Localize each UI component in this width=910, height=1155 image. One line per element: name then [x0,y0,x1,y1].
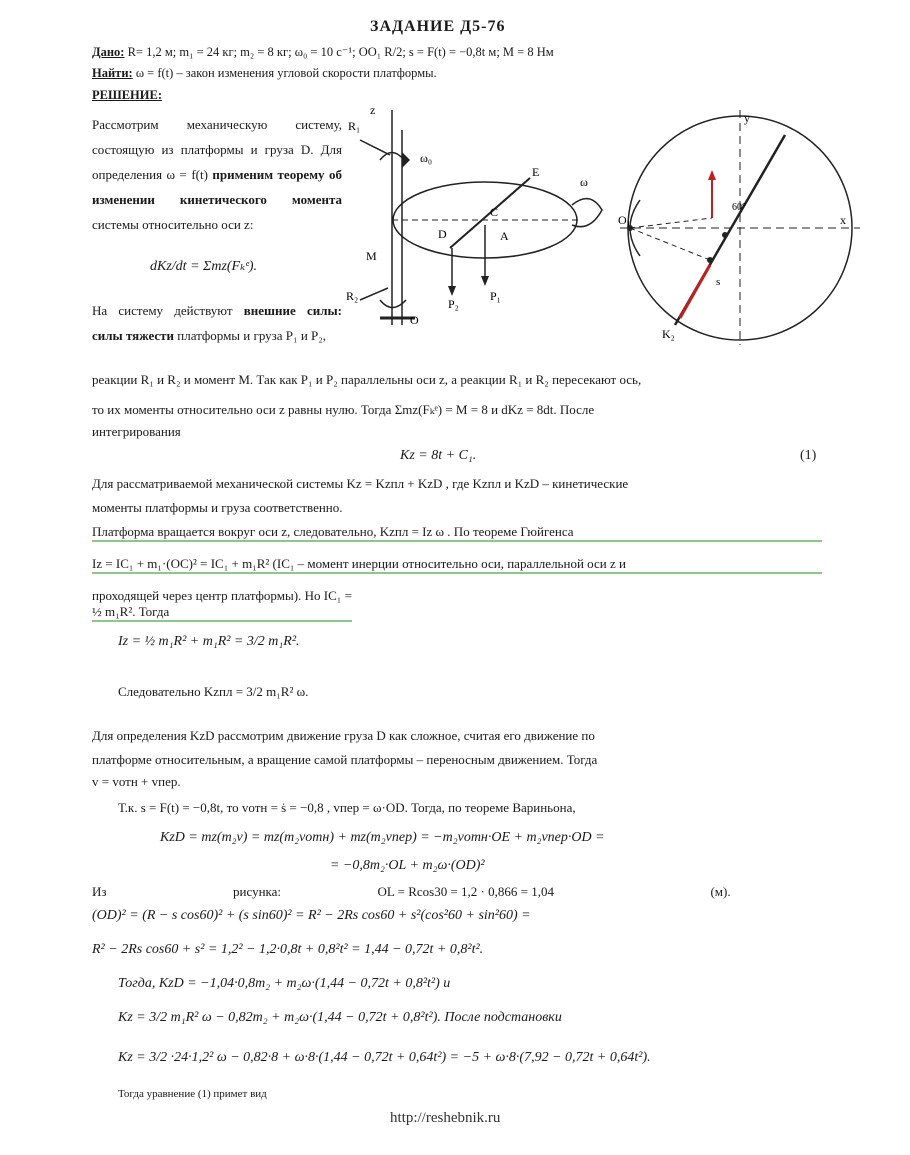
label-angle: 60° [732,202,746,213]
label-m: M [366,249,377,263]
ol-line [630,218,712,228]
left-p1-end: системы относительно оси z: [92,217,254,232]
label-omega: ω [580,175,588,189]
label-p1: P₁ [490,289,501,303]
theorem-formula: dKz/dt = Σmz(Fₖᵉ). [150,259,258,274]
text-line-17: Kz = 3/2 m₁R² ω − 0,82m₂ + m₂ω·(1,44 − 0,72t + 0,8²t²). После подстановки [118,1010,562,1025]
label-p2: P₂ [448,297,459,311]
label-r1: R₁ [348,119,361,133]
text-line-7: Iz = IC₁ + m₁·(OC)² = IC₁ + m₁R² (IC₁ – момент инерции относительно оси, параллельной оси z и [92,556,822,574]
page-title: ЗАДАНИЕ Д5-76 [370,18,506,35]
text-line-18: Kz = 3/2 ·24·1,2² ω − 0,82·8 + ω·8·(1,44 − 0,72t + 0,64t²) = −5 + ω·8·(7,92 − 0,72t + 0,64t²). [118,1050,651,1065]
r2-arrow-line [360,288,388,300]
equation-5: = −0,8m₂·OL + m₂ω·(OD)² [330,858,485,873]
text-line-16: Тогда, KzD = −1,04·0,8m₂ + m₂ω·(1,44 − 0,72t + 0,8²t²) и [118,976,451,991]
footer-url[interactable]: http://reshebnik.ru [390,1110,501,1126]
text-line-8: проходящей через центр платформы). Но IC₁ = ½ m₁R². Тогда [92,588,352,622]
label-e: E [532,165,540,179]
line13-b: рисунка: [233,884,282,899]
text-line-2: то их моменты относительно оси z равны нулю. Тогда Σmz(Fₖᵉ) = M = 8 и dKz = 8dt. После [92,402,595,417]
text-line-13 [92,884,822,900]
text-line-12: Т.к. s = F(t) = −0,8t, то vотн = ṡ = −0,8 , vпер = ω·OD. Тогда, по теореме Вариньона, [118,800,576,815]
left-column-text-2 [92,298,342,348]
text-line-4: Для рассматриваемой механической системы Kz = Kzпл + KzD , где Kzпл и KzD – кинетические [92,476,629,491]
solution-label: РЕШЕНИЕ: [92,88,162,102]
r1-arrow-line [360,140,390,155]
left-p1: Рассмотрим механическую систему, состоящую из платформы и груза D. Для определения ω = f(t) [92,117,342,182]
label-z: z [370,103,376,117]
p1-arrow-head [481,276,489,286]
point-a [722,232,728,238]
text-line-6: Платформа вращается вокруг оси z, следовательно, Kzпл = Iz ω . По теореме Гюйгенса [92,524,822,542]
label-s: s [716,276,721,288]
p2-arrow-head [448,286,456,296]
label-r2: R₂ [346,289,359,303]
label-c: C [490,205,499,219]
left-p2: На систему действуют [92,303,233,318]
given-line [92,44,554,60]
text-line-1: реакции R₁ и R₂ и момент M. Так как P₁ и P₂ параллельны оси z, а реакции R₁ и R₂ пересекают ось, [92,372,642,387]
point-d [707,257,713,263]
text-line-15: R² − 2Rs cos60 + s² = 1,2² − 1,2·0,8t + 0,8²t² = 1,44 − 0,72t + 0,8²t². [92,942,484,957]
label-y: y [744,111,750,125]
line13-c: OL = Rcos30 = 1,2 · 0,866 = 1,04 [377,884,554,899]
left-p1-bold: применим теорему об изменении кинетического момента [92,167,343,207]
text-line-5: моменты платформы и груза соответственно. [92,500,343,515]
line13-d: (м). [710,884,731,899]
equation-1: Kz = 8t + C₁. [400,448,477,463]
text-line-10: платформе относительным, а вращение самой платформы – переносным движением. Тогда [92,752,598,767]
given-values: R= 1,2 м; m₁ = 24 кг; m₂ = 8 кг; ω₀ = 10 с⁻¹; OO₁ R/2; s = F(t) = −0,8t м; M = 8 Нм [127,45,554,59]
find-label: Найти: [92,66,133,80]
find-text: ω = f(t) – закон изменения угловой скорости платформы. [135,66,437,80]
line13-a: Из [92,884,107,899]
find-line [92,66,437,81]
label-omega0: ω₀ [420,151,433,165]
text-line-19: Тогда уравнение (1) примет вид [118,1088,267,1100]
label-a: A [500,229,509,243]
text-line-14: (OD)² = (R − s cos60)² + (s sin60)² = R² − 2Rs cos60 + s²(cos²60 + sin²60) = [92,908,531,923]
label-x: x [840,213,846,227]
given-label: Дано: [92,45,125,59]
label-k2: K₂ [662,327,675,341]
label-o: O [410,313,419,327]
relative-velocity-arrow [680,265,710,318]
label-o1: O₁ [618,213,631,227]
transport-velocity-head [708,170,716,180]
text-line-11: v = vотн + vпер. [92,774,181,789]
equation-4: KzD = mz(m₂v) = mz(m₂vотн) + mz(m₂vпер) = −m₂vотн·OE + m₂vпер·OD = [160,830,605,845]
od-line [630,228,710,260]
bearing-top-arrow [402,152,410,168]
left-column-text [92,112,342,237]
label-d: D [438,227,447,241]
equation-1-number: (1) [800,448,817,463]
equation-2: Iz = ½ m₁R² + m₁R² = 3/2 m₁R². [118,634,300,649]
text-line-9: Для определения KzD рассмотрим движение груза D как сложное, считая его движение по [92,728,595,743]
left-p2-bold: внешние силы: силы тяжести [92,303,342,343]
left-p2-end: платформы и груза P₁ и P₂, [177,328,327,343]
mechanics-diagram [340,100,860,350]
text-line-3: интегрирования [92,424,181,439]
equation-3: Следовательно Kzпл = 3/2 m₁R² ω. [118,684,309,699]
